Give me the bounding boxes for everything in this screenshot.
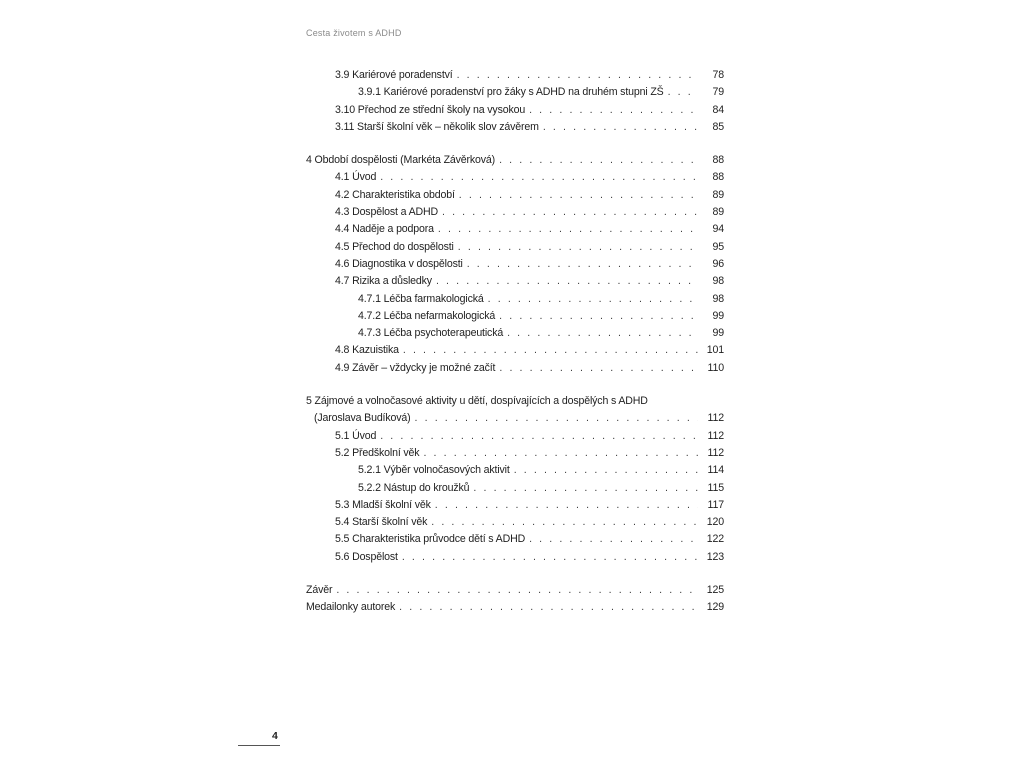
dot-leader bbox=[458, 239, 698, 256]
toc-entry bbox=[306, 342, 724, 359]
toc-entry-title: 4 Období dospělosti (Markéta Závěrková) bbox=[306, 154, 496, 167]
dot-leader bbox=[403, 342, 698, 359]
dot-leader bbox=[336, 582, 698, 599]
toc-entry-page: 95 bbox=[712, 240, 724, 253]
toc-entry bbox=[306, 102, 724, 119]
toc-entry bbox=[306, 599, 724, 616]
toc-entry-title: 4.2 Charakteristika období bbox=[335, 188, 455, 201]
dot-leader bbox=[380, 428, 698, 445]
toc-entry-page: 89 bbox=[712, 206, 724, 219]
toc-entry-page: 88 bbox=[712, 171, 724, 184]
dot-leader bbox=[399, 599, 698, 616]
toc-entry-page: 101 bbox=[706, 344, 724, 357]
toc-entry bbox=[306, 325, 724, 342]
toc-entry bbox=[306, 480, 724, 497]
toc-entry-title: 4.1 Úvod bbox=[335, 171, 377, 184]
toc-entry-page: 98 bbox=[712, 292, 724, 305]
toc-entry bbox=[306, 187, 724, 204]
toc-entry-title: 5.2 Předškolní věk bbox=[335, 446, 420, 459]
dot-leader bbox=[431, 514, 698, 531]
table-of-contents bbox=[306, 67, 724, 617]
toc-entry bbox=[306, 119, 724, 136]
toc-entry-page: 129 bbox=[706, 601, 724, 614]
toc-entry-page: 96 bbox=[712, 257, 724, 270]
toc-entry-title: Medailonky autorek bbox=[306, 601, 396, 614]
toc-chapter-entry bbox=[306, 393, 724, 410]
toc-entry-page: 85 bbox=[712, 120, 724, 133]
toc-entry bbox=[306, 410, 724, 427]
toc-entry-page: 112 bbox=[707, 446, 724, 459]
toc-entry-page: 125 bbox=[706, 584, 724, 597]
toc-entry bbox=[306, 549, 724, 566]
dot-leader bbox=[438, 221, 698, 238]
dot-leader bbox=[467, 256, 698, 273]
toc-entry bbox=[306, 291, 724, 308]
dot-leader bbox=[499, 308, 698, 325]
toc-chapter-heading: 5 Zájmové a volnočasové aktivity u dětí, dospívajících a dospělých s ADHD bbox=[306, 395, 648, 408]
toc-entry-title: (Jaroslava Budíková) bbox=[314, 412, 411, 425]
toc-entry bbox=[306, 514, 724, 531]
dot-leader bbox=[380, 169, 698, 186]
toc-entry-title: 5.2.2 Nástup do kroužků bbox=[358, 481, 470, 494]
toc-entry-page: 84 bbox=[712, 103, 724, 116]
toc-entry-title: 4.3 Dospělost a ADHD bbox=[335, 206, 438, 219]
dot-leader bbox=[457, 67, 698, 84]
toc-entry bbox=[306, 204, 724, 221]
dot-leader bbox=[435, 497, 698, 514]
toc-entry-page: 117 bbox=[707, 498, 724, 511]
toc-entry-page: 120 bbox=[706, 516, 724, 529]
toc-entry bbox=[306, 445, 724, 462]
toc-entry bbox=[306, 221, 724, 238]
running-header: Cesta životem s ADHD bbox=[306, 28, 402, 38]
toc-entry-page: 99 bbox=[712, 309, 724, 322]
toc-entry bbox=[306, 239, 724, 256]
toc-entry-title: 5.2.1 Výběr volnočasových aktivit bbox=[358, 464, 510, 477]
toc-entry-title: 5.5 Charakteristika průvodce dětí s ADHD bbox=[335, 533, 526, 546]
toc-entry-title: 5.3 Mladší školní věk bbox=[335, 498, 431, 511]
dot-leader bbox=[488, 291, 698, 308]
dot-leader bbox=[529, 531, 698, 548]
dot-leader bbox=[499, 360, 698, 377]
toc-entry-title: 4.7 Rizika a důsledky bbox=[335, 275, 432, 288]
toc-entry bbox=[306, 273, 724, 290]
toc-chapter-entry bbox=[306, 152, 724, 169]
toc-entry bbox=[306, 67, 724, 84]
toc-entry-title: 4.7.3 Léčba psychoterapeutická bbox=[358, 327, 504, 340]
dot-leader bbox=[668, 84, 698, 101]
toc-entry-page: 88 bbox=[712, 154, 724, 167]
toc-entry bbox=[306, 256, 724, 273]
dot-leader bbox=[507, 325, 698, 342]
toc-entry bbox=[306, 582, 724, 599]
page-number-rule bbox=[238, 745, 280, 746]
toc-entry-page: 122 bbox=[706, 533, 724, 546]
toc-entry-title: 4.9 Závěr – vždycky je možné začít bbox=[335, 361, 496, 374]
toc-entry-page: 98 bbox=[712, 275, 724, 288]
toc-entry-page: 112 bbox=[707, 412, 724, 425]
toc-entry bbox=[306, 308, 724, 325]
toc-entry-page: 115 bbox=[707, 481, 724, 494]
toc-entry-title: 4.7.2 Léčba nefarmakologická bbox=[358, 309, 496, 322]
toc-entry bbox=[306, 497, 724, 514]
toc-entry bbox=[306, 169, 724, 186]
toc-entry-title: 4.8 Kazuistika bbox=[335, 344, 399, 357]
dot-leader bbox=[423, 445, 698, 462]
toc-entry bbox=[306, 84, 724, 101]
dot-leader bbox=[514, 462, 698, 479]
toc-entry-page: 112 bbox=[707, 429, 724, 442]
toc-entry-page: 99 bbox=[712, 327, 724, 340]
dot-leader bbox=[442, 204, 698, 221]
toc-entry-title: 5.6 Dospělost bbox=[335, 550, 398, 563]
toc-entry bbox=[306, 531, 724, 548]
toc-entry-page: 94 bbox=[712, 223, 724, 236]
dot-leader bbox=[459, 187, 698, 204]
toc-entry bbox=[306, 428, 724, 445]
dot-leader bbox=[402, 549, 698, 566]
section-gap bbox=[306, 136, 724, 152]
toc-entry-title: 4.7.1 Léčba farmakologická bbox=[358, 292, 484, 305]
toc-entry-page: 114 bbox=[707, 464, 724, 477]
section-gap bbox=[306, 566, 724, 582]
page-number: 4 bbox=[272, 730, 278, 742]
toc-entry-title: 3.9 Kariérové poradenství bbox=[335, 69, 453, 81]
dot-leader bbox=[436, 273, 698, 290]
dot-leader bbox=[543, 119, 698, 136]
dot-leader bbox=[499, 152, 698, 169]
toc-entry-title: 4.4 Naděje a podpora bbox=[335, 223, 434, 236]
toc-entry bbox=[306, 462, 724, 479]
toc-entry-page: 78 bbox=[712, 69, 724, 81]
toc-entry-title: 3.9.1 Kariérové poradenství pro žáky s ADHD na druhém stupni ZŠ bbox=[358, 86, 664, 99]
toc-entry-page: 110 bbox=[707, 361, 724, 374]
dot-leader bbox=[529, 102, 698, 119]
toc-entry-title: Závěr bbox=[306, 584, 333, 597]
toc-entry-page: 123 bbox=[706, 550, 724, 563]
section-gap bbox=[306, 377, 724, 393]
toc-entry-title: 3.11 Starší školní věk – několik slov závěrem bbox=[335, 120, 539, 133]
dot-leader bbox=[415, 410, 698, 427]
toc-entry-title: 5.1 Úvod bbox=[335, 429, 377, 442]
toc-entry-title: 5.4 Starší školní věk bbox=[335, 516, 428, 529]
toc-entry-title: 4.6 Diagnostika v dospělosti bbox=[335, 257, 463, 270]
toc-entry-title: 4.5 Přechod do dospělosti bbox=[335, 240, 454, 253]
toc-entry bbox=[306, 360, 724, 377]
toc-entry-title: 3.10 Přechod ze střední školy na vysokou bbox=[335, 103, 526, 116]
dot-leader bbox=[473, 480, 698, 497]
toc-entry-page: 79 bbox=[712, 86, 724, 99]
toc-entry-page: 89 bbox=[712, 188, 724, 201]
